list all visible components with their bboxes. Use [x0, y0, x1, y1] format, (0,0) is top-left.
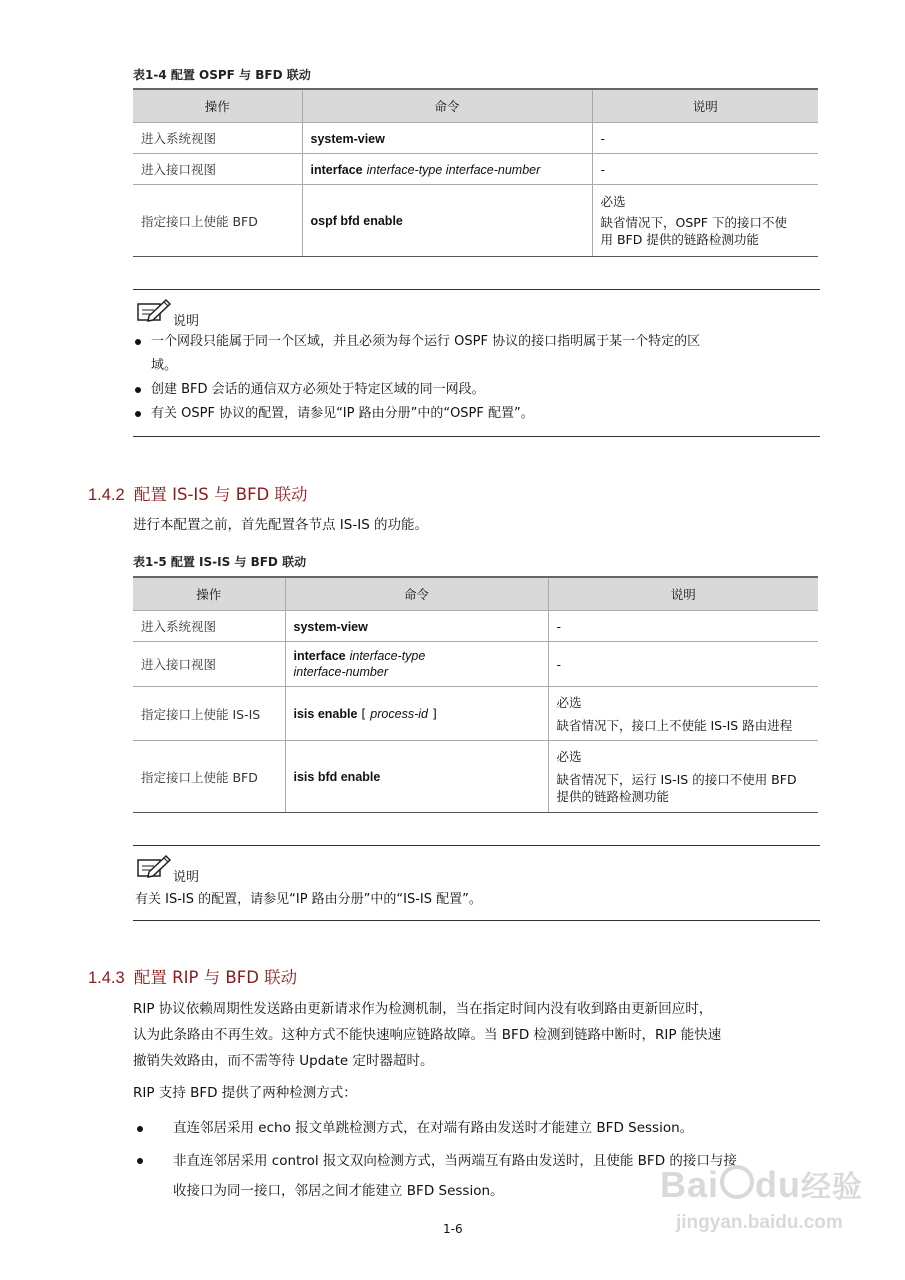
operation-cell: 进入接口视图 — [133, 154, 302, 185]
table-row — [133, 154, 818, 185]
table-header: 命令 — [302, 89, 592, 123]
section-heading: 1.4.3 配置 RIP 与 BFD 联动 — [88, 968, 298, 987]
paw-icon — [720, 1165, 754, 1199]
bullet-dot — [137, 1158, 143, 1164]
list-item: 非直连邻居采用 control 报文双向检测方式，当两端互有路由发送时，且使能 BFD 的接口与接 收接口为同一接口，邻居之间才能建立 BFD Session。 — [173, 1153, 737, 1199]
paragraph: RIP 协议依赖周期性发送路由更新请求作为检测机制，当在指定时间内没有收到路由更新回应时， 认为此条路由不再生效。这种方式不能快速响应链路故障。当 BFD 检测到链路中断时，RIP 能快速 撤销失效路由，而不需等待 Update 定时器超时。 — [133, 1001, 722, 1069]
description-cell: - — [592, 154, 818, 185]
table-header: 操作 — [133, 89, 302, 123]
table2-caption: 表1-5 配置 IS-IS 与 BFD 联动 — [133, 555, 307, 569]
note-text: 有关 IS-IS 的配置，请参见“IP 路由分册”中的“IS-IS 配置”。 — [135, 892, 482, 907]
description-cell: 必选 缺省情况下，OSPF 下的接口不使 用 BFD 提供的链路检测功能 — [592, 185, 818, 257]
operation-cell: 进入系统视图 — [133, 123, 302, 154]
page-number: 1-6 — [443, 1222, 463, 1236]
command-cell: isis bfd enable — [285, 741, 548, 813]
bullet-dot — [137, 1126, 143, 1132]
command-cell: interface interface-type interface-number — [285, 642, 548, 687]
table1-caption: 表1-4 配置 OSPF 与 BFD 联动 — [133, 68, 311, 82]
note-box — [133, 845, 820, 921]
operation-cell: 指定接口上使能 BFD — [133, 741, 285, 813]
table-row — [133, 687, 818, 741]
note-title: 说明 — [173, 870, 200, 885]
description-cell: - — [548, 611, 818, 642]
note-title: 说明 — [173, 314, 200, 329]
description-cell: - — [548, 642, 818, 687]
note-icon — [137, 854, 171, 878]
table-header: 操作 — [133, 577, 285, 611]
table-row — [133, 741, 818, 813]
description-cell: 必选 缺省情况下，接口上不使能 IS-IS 路由进程 — [548, 687, 818, 741]
note-icon — [137, 298, 171, 322]
list-item: 有关 OSPF 协议的配置，请参见“IP 路由分册”中的“OSPF 配置”。 — [135, 402, 534, 426]
watermark-logo: Bai du经验 — [660, 1164, 864, 1205]
table-header: 说明 — [592, 89, 818, 123]
table-header: 说明 — [548, 577, 818, 611]
list-item: 创建 BFD 会话的通信双方必须处于特定区域的同一网段。 — [135, 378, 485, 402]
table-row — [133, 185, 818, 257]
operation-cell: 进入系统视图 — [133, 611, 285, 642]
list-item-continuation: 域。 — [151, 358, 178, 373]
table-row — [133, 123, 818, 154]
section-heading: 1.4.2 配置 IS-IS 与 BFD 联动 — [88, 485, 308, 504]
list-item: 一个网段只能属于同一个区域，并且必须为每个运行 OSPF 协议的接口指明属于某一个特定的区 — [135, 330, 700, 354]
paragraph: RIP 支持 BFD 提供了两种检测方式： — [133, 1085, 357, 1101]
command-cell: interface interface-type interface-number — [302, 154, 592, 185]
watermark-url: jingyan.baidu.com — [676, 1212, 843, 1233]
table-header: 命令 — [285, 577, 548, 611]
description-cell: 必选 缺省情况下，运行 IS-IS 的接口不使用 BFD 提供的链路检测功能 — [548, 741, 818, 813]
operation-cell: 指定接口上使能 IS-IS — [133, 687, 285, 741]
section-intro: 进行本配置之前，首先配置各节点 IS-IS 的功能。 — [133, 517, 429, 533]
ospf-bfd-table — [133, 88, 818, 257]
list-item: 直连邻居采用 echo 报文单跳检测方式，在对端有路由发送时才能建立 BFD Session。 — [173, 1120, 694, 1136]
operation-cell: 指定接口上使能 BFD — [133, 185, 302, 257]
command-cell: system-view — [302, 123, 592, 154]
table-row — [133, 611, 818, 642]
table-row — [133, 642, 818, 687]
note-box — [133, 289, 820, 437]
description-cell: - — [592, 123, 818, 154]
command-cell: isis enable [ process-id ] — [285, 687, 548, 741]
operation-cell: 进入接口视图 — [133, 642, 285, 687]
command-cell: ospf bfd enable — [302, 185, 592, 257]
isis-bfd-table — [133, 576, 818, 813]
command-cell: system-view — [285, 611, 548, 642]
